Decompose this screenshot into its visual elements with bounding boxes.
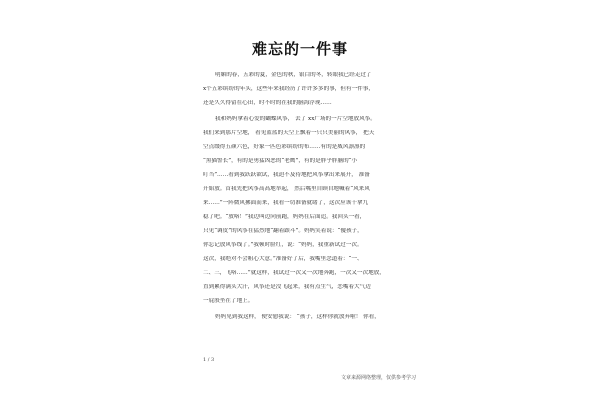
text-line: 一屁股坐在了地上。 (203, 298, 254, 304)
text-line: 我们来到那片空地， 看见蓝蓝的天空上飘着一只只美丽的风筝， 把天 (203, 130, 375, 136)
text-line: 只见“调皮”的风筝在猛烈地“翻着跟斗”。妈妈笑着说：“傻孩子， (203, 228, 363, 234)
text-line: 我和妈妈拿着心爱的蝴蝶风筝， 去了 xx广场的一片空地放风筝。 (215, 116, 376, 122)
text-line: “黑猫警长”，有的是勇猛凶恶的“老鹰”，有的是胖乎胖脑的“小 (203, 158, 358, 164)
page-number: 1 / 3 (203, 357, 215, 363)
text-line: 稳了吧。“放咯！”我边叫边向前跑，妈妈在后面追。我回头一看， (203, 214, 366, 220)
text-line: 空点缀得五颜六色，好象一匹色彩缤纷的布……有的是威风凛凛的 (203, 144, 366, 150)
document-title: 难忘的一件事 (251, 40, 348, 58)
text-line: x个五彩缤纷的年头，这些年来我经历了许许多多的事，但有一件事， (203, 86, 374, 92)
text-line: 还是久久得留在心田，时不时的在我的脑海浮现…… (203, 100, 332, 106)
text-line: 这次，我绝对不会粗心大意。”准备好了后，我嘴里念道着：“一、 (203, 256, 363, 262)
text-line: 妈妈见到我这样， 便安慰我说： “孩子，这样你就放弃啦！ 你看， (215, 314, 380, 320)
text-line: 二、三，飞咯……”就这样，我试过一次又一次地奔跑，一次又一次地放， (203, 270, 385, 276)
text-line: 明媚的春，五彩的夏，金色的秋，银白的冬，转眼我已经走过了 (215, 72, 372, 78)
text-line: 你忘记放风筝线了。”我顿时脸红，说：“妈妈，我重新试过一次。 (203, 242, 363, 248)
text-line: 直到累得满头大汗，风筝还是没飞起来，我有点生气，恋嘴着大气边 (203, 284, 371, 290)
text-line: 开始放。首我先把风筝高高地举起， 然后嘴里自顾自地喊着“风来风 (203, 186, 370, 192)
footer-note: 文章来源网络整理，仅供参考学习 (340, 375, 416, 381)
text-line: 来……”一阵微风拂面而来，我看一切准备就绪了，这次应该十拿九 (203, 200, 369, 206)
text-line: 叮当”……看到我跃跃欲试，我迫不及待地把风筝拿出来展开， 准备 (203, 172, 370, 178)
